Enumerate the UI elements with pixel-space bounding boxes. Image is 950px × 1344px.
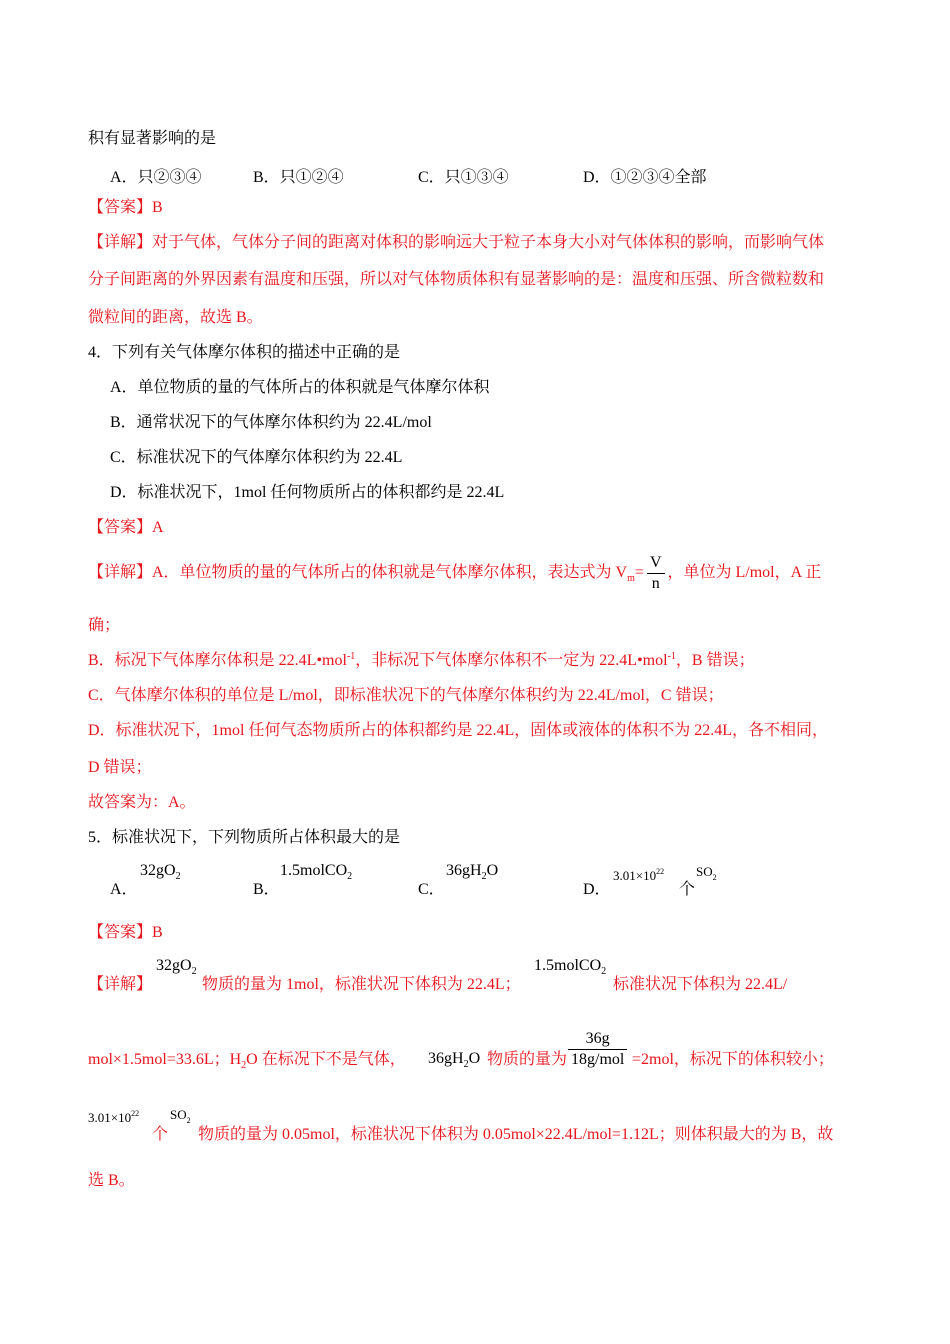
q4-stem: 4．下列有关气体摩尔体积的描述中正确的是 bbox=[88, 344, 401, 361]
q5-detail-text-3: 物质的量为 bbox=[487, 1051, 568, 1068]
q5-b-main: 1.5molCO bbox=[280, 862, 348, 879]
q4-conclusion: 故答案为：A。 bbox=[88, 794, 196, 811]
q4-detail-d-1: D．标准状况下，1mol 任何气态物质所占的体积都约是 22.4L，固体或液体的体积不为 22.4L，各不相同， bbox=[88, 722, 828, 739]
q5-option-a-formula bbox=[140, 862, 181, 880]
q5-d2-h2o-end: O bbox=[468, 1050, 481, 1067]
q5-option-d-so2 bbox=[696, 864, 717, 880]
q5-d-so: SO bbox=[696, 864, 713, 879]
q5-d1-co2-main: 1.5molCO bbox=[534, 957, 602, 974]
q5-detail-label: 【详解】 bbox=[88, 976, 153, 993]
q5-option-b-formula bbox=[280, 862, 352, 880]
q5-d2-h2o-sub: 2 bbox=[241, 1060, 247, 1071]
q4-detail-d-2: D 错误； bbox=[88, 759, 152, 776]
q4-detail-c: C．气体摩尔体积的单位是 L/mol，即标准状况下的气体摩尔体积约为 22.4L/mol，C 错误； bbox=[88, 687, 724, 704]
q5-detail-line-2a bbox=[88, 1046, 406, 1069]
q4-option-b: B．通常状况下的气体摩尔体积约为 22.4L/mol bbox=[110, 414, 432, 431]
q5-option-d-ge: 个 bbox=[679, 881, 696, 898]
q5-option-a-label: A． bbox=[110, 881, 138, 898]
q4-option-d: D．标准状况下，1mol 任何物质所占的体积都约是 22.4L bbox=[110, 484, 505, 501]
q4-detail-b-sup2: -1 bbox=[667, 651, 676, 662]
q3-answer: 【答案】B bbox=[88, 199, 163, 216]
q3-option-d: D．①②③④全部 bbox=[583, 169, 707, 186]
q5-option-d-label: D． bbox=[583, 881, 611, 898]
q5-c-end: O bbox=[486, 862, 499, 879]
q3-detail-line-3: 微粒间的距离，故选 B。 bbox=[88, 309, 263, 326]
q4-option-a: A．单位物质的量的气体所占的体积就是气体摩尔体积 bbox=[110, 379, 490, 396]
q5-d1-co2-sub: 2 bbox=[601, 966, 607, 977]
q5-d-num: 3.01×10 bbox=[613, 868, 657, 883]
q5-d3-sub: 2 bbox=[186, 1116, 191, 1125]
q5-option-d-number bbox=[613, 868, 664, 884]
q4-answer: 【答案】A bbox=[88, 519, 164, 536]
q5-detail-co2 bbox=[534, 957, 606, 975]
q5-detail-number bbox=[88, 1110, 139, 1126]
q5-detail-text-4: =2mol，标况下的体积较小； bbox=[632, 1051, 834, 1068]
q5-b-sub: 2 bbox=[347, 871, 353, 882]
q5-d2-text1: mol×1.5mol=33.6L；H bbox=[88, 1051, 242, 1068]
q5-option-c-label: C． bbox=[418, 881, 445, 898]
q5-detail-h2o bbox=[428, 1050, 480, 1068]
q5-frac-numerator: 36g bbox=[568, 1029, 627, 1050]
q5-d3-num: 3.01×10 bbox=[88, 1110, 132, 1125]
q4-vn-fraction bbox=[647, 553, 665, 594]
q4-detail-b-2: ，非标况下气体摩尔体积不一定为 22.4L•mol bbox=[355, 652, 668, 669]
q5-d-exp: 22 bbox=[656, 867, 665, 876]
q5-answer: 【答案】B bbox=[88, 924, 163, 941]
q5-detail-text-2: 标准状况下体积为 22.4L/ bbox=[613, 976, 788, 993]
q4-detail-b bbox=[88, 651, 755, 673]
q3-detail-line-2: 分子间距离的外界因素有温度和压强，所以对气体物质体积有显著影响的是：温度和压强、所含微粒数和 bbox=[88, 271, 825, 288]
q4-frac-denominator: n bbox=[651, 574, 660, 592]
q5-frac-denominator: 18g/mol bbox=[571, 1051, 625, 1068]
q5-a-main: 32gO bbox=[140, 862, 176, 879]
q5-mass-fraction bbox=[568, 1029, 627, 1070]
q3-option-a: A．只②③④ bbox=[110, 169, 202, 186]
q4-detail-b-sup1: -1 bbox=[346, 651, 356, 662]
q4-detail-a-eq: = bbox=[634, 564, 644, 581]
q5-d2-h2o-main: 36gH bbox=[428, 1050, 464, 1067]
q5-d3-exp: 22 bbox=[131, 1109, 140, 1118]
q4-detail-b-1: B．标况下气体摩尔体积是 22.4L•mol bbox=[88, 652, 347, 669]
q5-d1-o2-main: 32gO bbox=[156, 957, 192, 974]
q5-c-sub: 2 bbox=[481, 871, 487, 882]
q4-option-c: C．标准状况下的气体摩尔体积约为 22.4L bbox=[110, 449, 403, 466]
q5-detail-line-4: 选 B。 bbox=[88, 1172, 135, 1189]
q4-detail-a-cont: 确； bbox=[88, 617, 121, 634]
q5-detail-ge: 个 bbox=[152, 1126, 169, 1143]
q5-detail-text-5: 物质的量为 0.05mol，标准状况下体积为 0.05mol×22.4L/mol=1.12L；则体积最大的为 B，故 bbox=[198, 1126, 834, 1143]
q5-a-sub: 2 bbox=[175, 871, 181, 882]
q3-option-b: B．只①②④ bbox=[253, 169, 344, 186]
q5-detail-o2 bbox=[156, 957, 197, 975]
q5-option-c-formula bbox=[446, 862, 498, 880]
q3-stem-tail: 积有显著影响的是 bbox=[88, 130, 217, 147]
q3-detail-line-1: 【详解】对于气体，气体分子间的距离对体积的影响远大于粒子本身大小对气体体积的影响，而影响气体 bbox=[88, 234, 825, 251]
q4-detail-a-text: 【详解】A．单位物质的量的气体所占的体积就是气体摩尔体积，表达式为 V bbox=[88, 564, 628, 581]
q5-d3-so: SO bbox=[170, 1107, 187, 1122]
q5-d-sub: 2 bbox=[712, 873, 717, 882]
q5-detail-so2 bbox=[170, 1107, 191, 1123]
q5-d2-h2o-sub2: 2 bbox=[463, 1059, 469, 1070]
q5-stem: 5．标准状况下，下列物质所占体积最大的是 bbox=[88, 829, 401, 846]
q5-d1-o2-sub: 2 bbox=[191, 966, 197, 977]
q5-d2-text2: O 在标况下不是气体， bbox=[246, 1051, 406, 1068]
q4-detail-a-post: ，单位为 L/mol，A 正 bbox=[667, 564, 822, 581]
q4-detail-a bbox=[88, 550, 821, 598]
q5-detail-text-1: 物质的量为 1mol，标准状况下体积为 22.4L； bbox=[202, 976, 521, 993]
q3-option-c: C．只①③④ bbox=[418, 169, 509, 186]
q4-frac-numerator: V bbox=[647, 553, 665, 574]
q5-option-b-label: B． bbox=[253, 881, 280, 898]
q4-detail-b-3: ，B 错误； bbox=[675, 652, 755, 669]
q4-detail-a-sub: m bbox=[627, 573, 635, 584]
q5-c-main: 36gH bbox=[446, 862, 482, 879]
